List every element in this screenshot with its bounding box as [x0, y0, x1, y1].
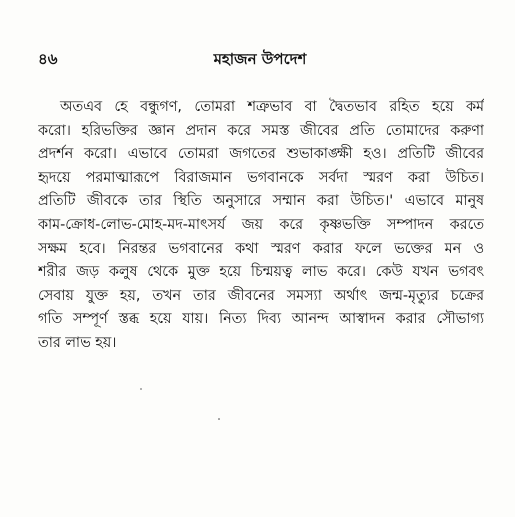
paragraph-line: সেবায় যুক্ত হয়, তখন তার জীবনের সমস্যা অর্থাৎ জন্ম-মৃত্যুর চক্রের: [38, 287, 484, 304]
paragraph-line: হৃদয়ে পরমাত্মারূপে বিরাজমান ভগবানকে সর্বদা স্মরণ করা উচিত।: [38, 169, 484, 186]
paragraph-line: গতি সম্পূর্ণ স্তব্ধ হয়ে যায়। নিত্য দিব্য আনন্দ আস্বাদন করার সৌভাগ্য: [38, 311, 484, 328]
paragraph-line: প্রতিটি জীবকে তার স্থিতি অনুসারে সম্মান করা উচিত।' এভাবে মানুষ: [38, 193, 484, 210]
paragraph-line-last: তার লাভ হয়।: [38, 334, 117, 351]
body-paragraph: [38, 96, 484, 356]
scan-speck: [140, 388, 142, 390]
page-header: [38, 46, 482, 72]
paragraph-line: করো। হরিভক্তির জ্ঞান প্রদান করে সমস্ত জীবের প্রতি তোমাদের করুণা: [38, 122, 484, 139]
paragraph-line: অতএব হে বন্ধুগণ, তোমরা শত্রুভাব বা দ্বৈতভাব রহিত হয়ে কর্ম: [60, 99, 484, 115]
paragraph-line: সক্ষম হবে। নিরন্তর ভগবানের কথা স্মরণ করার ফলে ভক্তের মন ও: [38, 240, 484, 257]
running-title: মহাজন উপদেশ: [213, 50, 307, 68]
scan-speck: [218, 418, 220, 420]
page-number: ৪৬: [38, 50, 58, 68]
paragraph-line: কাম-ক্রোধ-লোভ-মোহ-মদ-মাৎসর্য জয় করে কৃষ্ণভক্তি সম্পাদন করতে: [38, 216, 484, 233]
paragraph-line: শরীর জড় কলুষ থেকে মুক্ত হয়ে চিন্ময়ত্ব লাভ করে। কেউ যখন ভগবৎ: [38, 264, 484, 281]
paragraph-line: প্রদর্শন করো। এভাবে তোমরা জগতের শুভাকাঙ্ক্ষী হও। প্রতিটি জীবের: [38, 146, 484, 163]
